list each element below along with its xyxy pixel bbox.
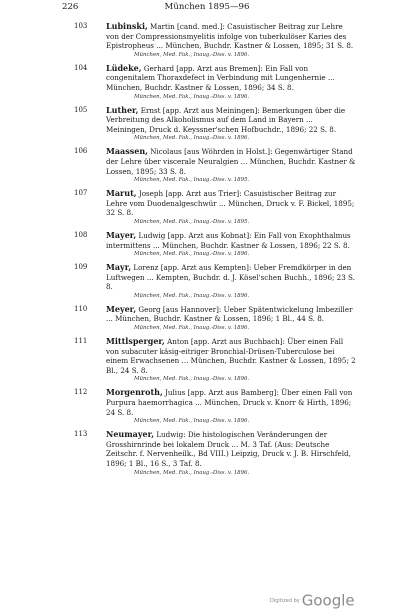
entry-number: 105 [74, 105, 88, 114]
entry-number: 113 [74, 430, 88, 439]
entry-footnote: München, Med. Fak., Inaug.-Diss. v. 1896. [134, 292, 250, 299]
bibliography-entry [0, 430, 356, 476]
entry-text: Ernst [app. Arzt aus Meiningen]: Bemerkungen über die Verbreitung des Alkoholismus auf dem Land in Bayern ... Meiningen, Druck d. Keyssner'schen Hofbuchdr., 1896; 22 S. 8. [106, 105, 346, 134]
bibliography-entry [0, 147, 356, 184]
author-name: Mittlsperger, [106, 336, 165, 347]
entry-number: 104 [74, 63, 88, 72]
author-name: Marut, [106, 188, 137, 199]
entry-footnote: München, Med. Fak., Inaug.-Diss. v. 1895. [134, 177, 250, 184]
author-name: Lüdeke, [106, 62, 142, 73]
entry-footnote: München, Med. Fak., Inaug.-Diss. v. 1896. [134, 469, 250, 476]
entry-number: 112 [74, 388, 88, 397]
entry-footnote: München, Med. Fak., Inaug.-Diss. v. 1896. [134, 51, 250, 58]
entry-footnote: München, Med. Fak., Inaug.-Diss. v. 1896. [134, 376, 250, 383]
entry-footnote: München, Med. Fak., Inaug.-Diss. v. 1896. [134, 135, 250, 142]
author-name: Meyer, [106, 303, 137, 314]
entry-number: 106 [74, 147, 88, 156]
entry-number: 110 [74, 304, 88, 313]
entry-footnote: München, Med. Fak., Inaug.-Diss. v. 1896. [134, 418, 250, 425]
bibliography-entry [0, 189, 356, 226]
entry-text: Nicolaus [aus Wöhrden in Holst.]: Gegenwärtiger Stand der Lehre über viscerale Neuralgien ... München, Buchdr. Kastner & Lossen, 1895; 33 S. 8. [106, 147, 356, 176]
entry-number: 111 [74, 337, 88, 346]
bibliography-entry [0, 388, 356, 425]
watermark-brand: Google [301, 591, 355, 610]
author-name: Morgenroth, [106, 387, 163, 398]
entry-number: 109 [74, 263, 88, 272]
entry-text: Lorenz [app. Arzt aus Kempten]: Ueber Fremdkörper in den Luftwegen ... Kempten, Buchdr. d. J. Kösel'schen Buchh., 1896; 23 S. 8. [106, 263, 355, 292]
watermark-prefix: Digitized by [270, 597, 300, 604]
entry-text: Julius [app. Arzt aus Bamberg]: Über einen Fall von Purpura haemorrhagica ... München, Druck v. Knorr & Hirth, 1896; 24 S. 8. [106, 388, 353, 417]
page-number: 226 [62, 2, 79, 12]
entry-number: 108 [74, 230, 88, 239]
entry-text: Joseph [app. Arzt aus Trier]: Casuistischer Beitrag zur Lehre vom Duodenalgeschwür ... München, Druck v. F. Bickel, 1895; 32 S. 8. [106, 189, 355, 218]
entry-text: Ludwig [app. Arzt aus Kobnat]: Ein Fall von Exophthalmus intermittens ... München, Buchdr. Kastner & Lossen, 1896; 22 S. 8. [106, 230, 351, 250]
author-name: Maassen, [106, 146, 148, 157]
entry-footnote: München, Med. Fak., Inaug.-Diss. v. 1896. [134, 93, 250, 100]
entry-text: Anton [app. Arzt aus Buchbach]: Über einen Fall von subacuter käsig-eitriger Bronchial-Drüsen-Tuberculose bei einem Erwachsenen ... München, Buchdr. Kastner & Lossen, 1895; 2 Bl., 24 S. 8. [106, 337, 356, 375]
entry-text: Ludwig: Die histologischen Veränderungen der Grosshirnrinde bei lokalem Druck ... M. 3 Taf. (Aus: Deutsche Zeitschr. f. Nervenheilk., Bd VIII.) Leipzig, Druck v. J. B. Hirschfeld, 1896; 1 Bl., 16 S., 3 Taf. 8. [106, 430, 351, 468]
google-watermark [270, 590, 355, 610]
bibliography-list [0, 22, 400, 482]
bibliography-entry [0, 337, 356, 383]
bibliography-entry [0, 22, 356, 59]
running-header [62, 2, 352, 16]
author-name: Mayer, [106, 229, 137, 240]
author-name: Lubinski, [106, 21, 148, 31]
entry-text: Martin [cand. med.]: Casuistischer Beitrag zur Lehre von der Compressionsmyelitis infolge von tuberkulöser Karies des Epistropheus ... München, Buchdr. Kastner & Lossen, 1895; 31 S. 8. [106, 22, 354, 51]
bibliography-entry [0, 263, 356, 300]
entry-text: Gerhard [app. Arzt aus Bremen]: Ein Fall von congenitalem Thoraxdefect in Verbindung mit Lungenhernie ... München, Buchdr. Kastner & Lossen, 1896; 34 S. 8. [106, 63, 335, 92]
running-title: München 1895—96 [164, 2, 250, 12]
entry-footnote: München, Med. Fak., Inaug.-Diss. v. 1896. [134, 325, 250, 332]
entry-number: 103 [74, 22, 88, 30]
author-name: Neumayer, [106, 429, 155, 440]
bibliography-entry [0, 305, 356, 332]
bibliography-entry [0, 64, 356, 101]
bibliography-entry [0, 106, 356, 143]
entry-footnote: München, Med. Fak., Inaug.-Diss. v. 1896. [134, 251, 250, 258]
author-name: Mayr, [106, 262, 132, 273]
entry-text: Georg [aus Hannover]: Ueber Spätentwickelung Imbeziller ... München, Buchdr. Kastner & Lossen, 1896; 1 Bl., 44 S. 8. [106, 304, 353, 324]
bibliography-entry [0, 231, 356, 258]
entry-number: 107 [74, 189, 88, 198]
entry-footnote: München, Med. Fak., Inaug.-Diss. v. 1895. [134, 218, 250, 225]
author-name: Luther, [106, 104, 139, 115]
